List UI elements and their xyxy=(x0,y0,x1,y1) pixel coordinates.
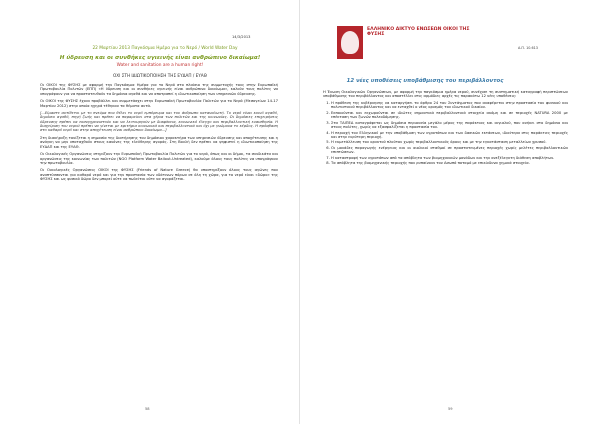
list-item: 2. Εκποιούνται και εκχωρούνται σε ιδιώτες σημαντικά περιβαλλοντικά στοιχεία ακόμη και σε περιοχές NATURA 2000 με επέκταση των ζωνών πολεοδόμησης. xyxy=(331,111,568,120)
page-number: 58 xyxy=(145,407,150,411)
list-item: 1. Η πρόθεση της κυβέρνησης να καταργήσει το άρθρο 24 του Συντάγματος που αναφέρεται στην προστασία του φυσικού και πολιτιστικού περιβάλλοντος και να ενταχθεί ο νέος ορισμός του ιδιωτικού δικαίου. xyxy=(331,101,568,110)
left-body xyxy=(40,83,278,185)
paragraph: Στη διακήρυξη τονίζεται η σημασία της διατήρησης του δημόσιου χαρακτήρα των υπηρεσιών ύδρευσης και αποχέτευσης και η ανάγκη να μην υποταχθούν στους κανόνες της ελεύθερης αγοράς. Στη Βουλή δεν πρέπει να ψηφιστεί η ιδιωτικοποίηση της ΕΥΔΑΠ και της ΕΥΑΘ. xyxy=(40,136,278,149)
intro-paragraph: Η Ένωση Οικολογικών Οργανώσεων, με αφορμή την παγκόσμια ημέρα νερού, συνέχισε τη συστηματική καταγραφή περιπτώσεων υποβάθμισης του περιβάλλοντος και αποστέλλει στις αρμόδιες αρχές τις παρακάτω 12 νέες υποθέσεις: xyxy=(323,90,568,99)
reference-number: Α.Π. 10.613 xyxy=(518,46,538,50)
paragraph: Οι Οικολογικές Οργανώσεις ΟΙΚΟΙ της ΦΥΣΗΣ (Friends of Nature Greece) θα υποστηρίξουν όλους τους αγώνες που αναπτύσσονται για καθαρό νερό και για την προστασία των υδάτινων πόρων σε όλη τη χώρα, για το νερό είναι «δώρο» της ΦΥΣΗΣ και ως φυσικό δώρο δεν μπορεί ούτε να πωλείται ούτε να αγοράζεται. xyxy=(40,168,278,182)
right-body xyxy=(323,90,568,167)
list-item: 3. Στα ΤΑΙΠΕΔ καταγράφεται ως δημόσια περιουσία μεγάλο μέρος της παράκτιας και αιγιαλού, που ανήκει στο δημόσιο και στους πολίτες, χωρίς να εξασφαλίζεται η προστασία του. xyxy=(331,121,568,130)
section-title: 12 νέες υποθέσεις υποβάθμισης του περιβάλλοντος xyxy=(346,78,504,84)
paragraph: Οι Οικολογικές Οργανώσεις στηρίζουν την Ευρωπαϊκή Πρωτοβουλία Πολιτών για το νερό, όπως και οι δήμοι, τα συνδικάτα και οργανώσεις της κοινωνίας των πολιτών (NGO Platform Water Bailout-Untreated), καλούμε όλους τους πολίτες να υπογράψουν την πρωτοβουλία. xyxy=(40,152,278,165)
quote: [...Είμαστε αντίθετοι με το πνεύμα που θέλει το νερό εμπόρευμα και τον άνθρωπο καταναλωτή. Το νερό είναι κοινό αγαθό, δημόσιο αγαθό, πηγή ζωής και πρέπει να παραμείνει στα χέρια των πολιτών και της κοινωνίας. Οι δημόσιες επιχειρήσεις ύδρευσης πρέπει να εκσυγχρονιστούν και να λειτουργούν με διαφάνεια, κοινωνικό έλεγχο και περιβαλλοντική ευαισθησία. Η διαχείριση του νερού πρέπει να γίνεται με κριτήρια κοινωνικά και περιβαλλοντικά και όχι με γνώμονα το κέρδος. Η πρόσβαση στο καθαρό νερό και στην αποχέτευση είναι ανθρώπινο δικαίωμα...] xyxy=(40,111,278,133)
friends-of-nature-logo-icon xyxy=(337,26,363,59)
logo-text: ΕΛΛΗΝΙΚΟ ΔΙΚΤΥΟ ΕΝΩΣΕΩΝ ΟΙΚΟΙ ΤΗΣ ΦΥΣΗΣ xyxy=(367,27,470,38)
list-item: 8. Τα απόβλητα της βιομηχανικής περιοχής που ρυπαίνουν τον Ασωπό ποταμό με επικίνδυνα χημικά στοιχεία. xyxy=(331,161,568,165)
press-heading: ΟΧΙ ΣΤΗ ΙΔΙΩΤΙΚΟΠΟΙΗΣΗ ΤΗΣ ΕΥΔΑΠ / ΕΥΑΘ xyxy=(113,73,207,78)
date: 14/3/2013 xyxy=(232,35,251,39)
paragraph: Οι ΟΙΚΟΙ της ΦΥΣΗΣ με αφορμή την Παγκόσμια Ημέρα για το Νερό στο πλαίσιο της συμμετοχής τους στην Ευρωπαϊκή Πρωτοβουλία Πολιτών (ΕΠΠ) «Η ύδρευση και οι συνθήκες υγιεινής είναι ανθρώπινο δικαίωμα», καλούν τους πολίτες να υπογράψουν για να προστατευθούν τα δημόσια αγαθά και να αποτραπεί η ιδιωτικοποίηση των υπηρεσιών ύδρευσης. xyxy=(40,83,278,96)
cases-list xyxy=(323,101,568,165)
list-item: 7. Η καταστροφή των υγροτόπων από τα απόβλητα των βιομηχανικών μονάδων και την ανεξέλεγκτη διάθεση αποβλήτων. xyxy=(331,156,568,160)
paragraph: Οι ΟΙΚΟΙ της ΦΥΣΗΣ έχουν προβάλλει και συμμετάσχει στην Ευρωπαϊκή Πρωτοβουλία Πολιτών για το Νερό (Μεσογείων 14-17 Μαρτίου 2012) στην οποία ηχηρά τέθηκαν τα θέματα αυτά. xyxy=(40,99,278,108)
page-title-english: Water and sanitation are a human right! xyxy=(116,63,204,68)
page-title: Η ύδρευση και οι συνθήκες υγιεινής είναι ανθρώπινο δικαίωμα! xyxy=(59,55,261,61)
page-number: 59 xyxy=(448,407,453,411)
list-item: 6. Οι μονάδες παραγωγής ενέργειας και οι αιολικοί σταθμοί σε προστατευμένες περιοχές χωρίς μελέτες περιβαλλοντικών επιπτώσεων. xyxy=(331,146,568,155)
list-item: 4. Η περιοχή του Ελληνικού με την υποβάθμιση των υγροτόπων και των δασικών εκτάσεων, ιδιαίτερα στις παράκτιες περιοχές και στην ευρύτερη περιοχή. xyxy=(331,131,568,140)
list-item: 5. Η εκμετάλλευση του ορυκτού πλούτου χωρίς περιβαλλοντικούς όρους και με την εγκατάσταση μεταλλείων χρυσού. xyxy=(331,140,568,144)
event-subtitle: 22 Μαρτίου 2013 Παγκόσμια Ημέρα για το Νερό / World Water Day xyxy=(92,46,238,51)
logo xyxy=(337,26,507,78)
